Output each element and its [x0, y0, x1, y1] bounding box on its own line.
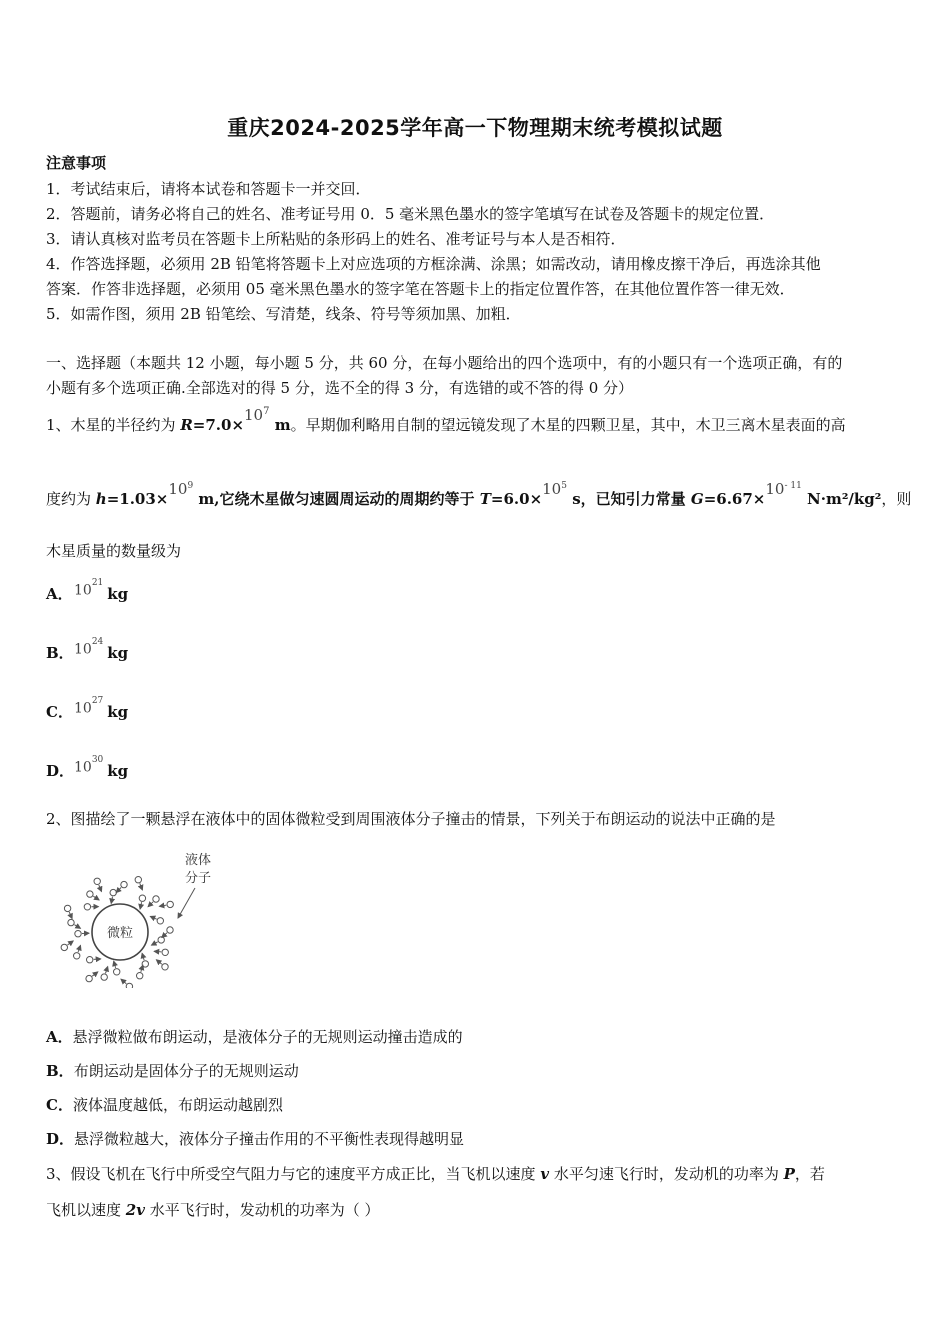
q1-text: 度约为	[46, 490, 96, 508]
q1-eq: =6.0×	[490, 490, 543, 508]
q1-var-h: h	[95, 490, 107, 508]
brownian-motion-figure	[50, 848, 220, 988]
particle-label: 微粒	[106, 926, 134, 941]
q3-var-2v: 2v	[125, 1201, 145, 1219]
molecule	[135, 877, 141, 883]
molecule-arrow	[152, 942, 158, 945]
q1-line-2	[46, 480, 912, 509]
q3-line-1: 3、假设飞机在飞行中所受空气阻力与它的速度平方成正比，当飞机以速度 v 水平匀速飞行时，发动机的功率为 P，若	[46, 1165, 825, 1183]
molecule	[158, 937, 164, 943]
notice-item: 3．请认真核对监考员在答题卡上所粘贴的条形码上的姓名、准考证号与本人是否相符．	[46, 230, 626, 248]
molecule-arrow	[156, 960, 162, 965]
molecule-arrow	[116, 888, 121, 893]
q1-var-r: R	[180, 416, 193, 434]
q1-var-g: G	[690, 490, 704, 508]
notice-item: 5．如需作图，须用 2B 铅笔绘、写清楚，线条、符号等须加黑、加粗．	[46, 305, 521, 323]
molecule-arrow	[106, 967, 108, 974]
molecule	[121, 881, 127, 887]
molecule	[87, 957, 93, 963]
molecule	[86, 975, 92, 981]
molecule-arrow	[111, 897, 112, 904]
q2-option-b[interactable]: B．布朗运动是固体分子的无规则运动	[46, 1062, 299, 1080]
molecule-arrow	[74, 925, 80, 929]
molecule	[64, 905, 70, 911]
q1-eq: =7.0×	[192, 416, 245, 434]
q1-var-t: T	[479, 490, 491, 508]
q1-eq: =6.67×	[703, 490, 766, 508]
q2-stem: 2、图描绘了一颗悬浮在液体中的固体微粒受到周围液体分子撞击的情景，下列关于布朗运动的说法中正确的是	[46, 810, 776, 828]
molecule-arrow	[141, 965, 143, 972]
q1-unit: m	[193, 490, 215, 508]
q1-unit: s	[566, 490, 581, 508]
molecule-arrow	[92, 972, 98, 976]
q1-power-exp: 7	[263, 406, 270, 417]
q1-power-base: $10^7$	[244, 406, 270, 424]
q1-unit: m	[269, 416, 291, 434]
molecule	[68, 919, 74, 925]
q2-option-a[interactable]: A．悬浮微粒做布朗运动，是液体分子的无规则运动撞击造成的	[46, 1028, 463, 1046]
q3-line-2: 飞机以速度 2v 水平飞行时，发动机的功率为（ ）	[46, 1201, 380, 1219]
notice-item: 4．作答选择题，必须用 2B 铅笔将答题卡上对应选项的方框涂满、涂黑；如需改动，请用橡皮擦干净后，再选涂其他	[46, 255, 821, 273]
molecule-arrow	[148, 902, 153, 907]
molecule-arrow	[154, 951, 161, 952]
molecule-arrow	[140, 902, 142, 909]
molecule-arrow	[150, 916, 156, 919]
molecule	[137, 973, 143, 979]
molecule	[114, 969, 120, 975]
liquid-label: 液体	[184, 853, 212, 868]
molecule	[167, 901, 173, 907]
q1-unit: N·m²/kg²	[801, 490, 882, 508]
q1-option-d[interactable]: D．$10^{30}kg$	[46, 755, 129, 780]
q1-line-1	[46, 406, 846, 435]
molecule-arrow	[159, 905, 166, 906]
molecule	[110, 889, 116, 895]
molecule-arrow	[114, 961, 116, 968]
molecule	[162, 949, 168, 955]
molecule-arrow	[142, 953, 144, 960]
molecule	[84, 904, 90, 910]
q1-power: $10^9$	[168, 480, 194, 498]
page-title: 重庆2024-2025学年高一下物理期末统考模拟试题	[227, 116, 723, 140]
q2-option-c[interactable]: C．液体温度越低，布朗运动越剧烈	[46, 1096, 283, 1114]
molecule-arrow	[121, 979, 126, 984]
molecule	[157, 918, 163, 924]
label-pointer	[178, 888, 195, 918]
q1-eq: =1.03×	[106, 490, 169, 508]
molecule	[101, 974, 107, 980]
molecule	[167, 927, 173, 933]
section-heading-cont: 小题有多个选项正确.全部选对的得 5 分，选不全的得 3 分，有选错的或不答的得 0 分）	[46, 379, 634, 397]
q1-power: $10^5$	[542, 480, 567, 498]
q2-option-d[interactable]: D．悬浮微粒越大，液体分子撞击作用的不平衡性表现得越明显	[46, 1130, 465, 1148]
notice-heading: 注意事项	[46, 154, 107, 172]
molecule	[94, 878, 100, 884]
liquid-label: 分子	[184, 871, 212, 886]
section-heading: 一、选择题（本题共 12 小题，每小题 5 分，共 60 分，在每小题给出的四个选项中，有的小题只有一个选项正确，有的	[46, 354, 843, 372]
q1-text-cont: 。早期伽利略用自制的望远镜发现了木星的四颗卫星，其中，木卫三离木星表面的高	[290, 416, 846, 434]
molecule-arrow	[99, 885, 102, 892]
molecule	[75, 931, 81, 937]
molecule-arrow	[162, 933, 167, 938]
notice-item: 答案．作答非选择题，必须用 05 毫米黑色墨水的签字笔在答题卡上的指定位置作答，在其他位置作答一律无效．	[46, 280, 795, 298]
molecule-arrow	[68, 941, 74, 945]
molecule	[126, 983, 132, 988]
molecule-arrow	[69, 912, 72, 918]
molecule-arrow	[78, 946, 80, 953]
molecule-arrow	[94, 959, 101, 960]
q1-text: 1、木星的半径约为	[46, 416, 181, 434]
q1-text: ，则	[881, 490, 912, 508]
notice-item: 2．答题前，请务必将自己的姓名、准考证号用 0．5 毫米黑色墨水的签字笔填写在试卷及答题卡的规定位置．	[46, 205, 775, 223]
molecule	[61, 944, 67, 950]
q1-option-c[interactable]: C．$10^{27}kg$	[46, 696, 129, 721]
q1-power: $10^{- 11}$	[765, 480, 802, 498]
q1-text: ,它绕木星做匀速圆周运动的周期约等于	[214, 490, 480, 508]
q3-var-v: v	[540, 1165, 550, 1183]
q1-option-b[interactable]: B．$10^{24}kg$	[46, 637, 129, 662]
q1-line-3: 木星质量的数量级为	[46, 542, 182, 560]
molecule	[153, 896, 159, 902]
q1-option-a[interactable]: A．$10^{21}kg$	[46, 578, 129, 603]
molecule	[162, 964, 168, 970]
molecule	[74, 953, 80, 959]
molecule-arrow	[140, 883, 143, 890]
notice-item: 1．考试结束后，请将本试卷和答题卡一并交回．	[46, 180, 371, 198]
molecule	[139, 895, 145, 901]
q1-text: ，已知引力常量	[580, 490, 691, 508]
molecule	[87, 891, 93, 897]
q3-var-p: P	[783, 1165, 795, 1183]
molecule-arrow	[93, 896, 99, 900]
